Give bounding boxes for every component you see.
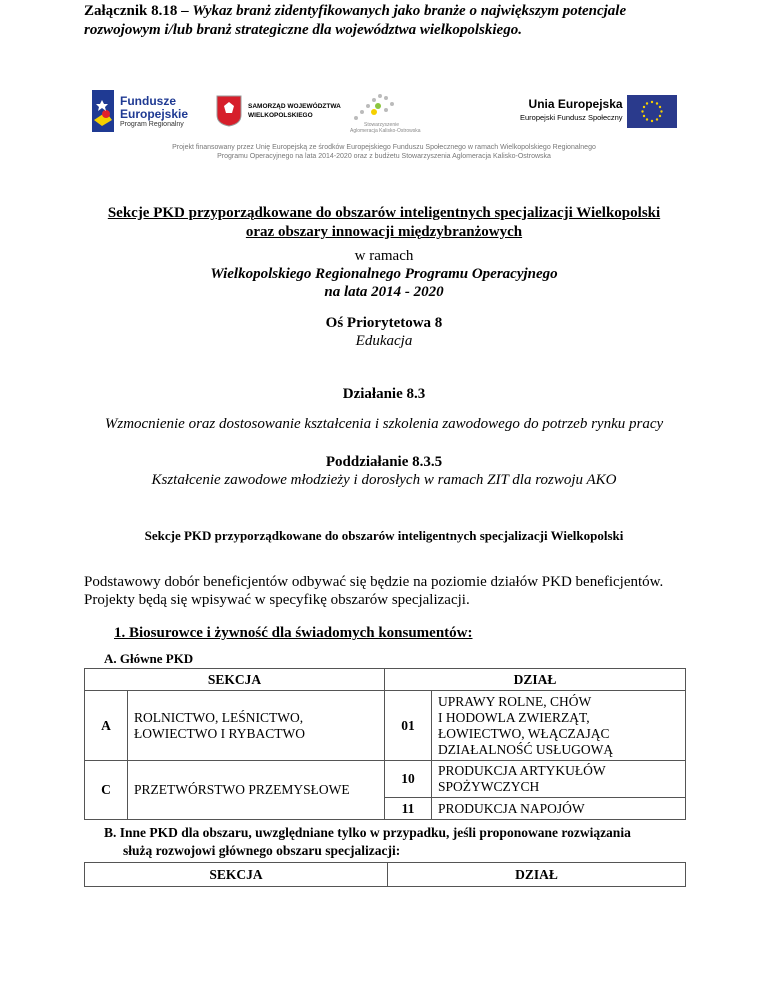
coat-of-arms-icon	[216, 95, 242, 127]
subsection-b-label-line2: służą rozwojowi głównego obszaru specjalizacji:	[123, 843, 401, 858]
logo-text: Unia Europejska	[528, 97, 623, 111]
column-header-sekcja: SEKCJA	[85, 863, 388, 887]
program-name: Wielkopolskiego Regionalnego Programu Operacyjnego	[210, 266, 558, 282]
ako-dots-icon	[350, 92, 400, 122]
column-header-sekcja: SEKCJA	[85, 669, 385, 691]
submeasure-label: Poddziałanie 8.3.5	[325, 454, 443, 470]
division-name: PRODUKCJA NAPOJÓW	[432, 798, 686, 820]
logo-fundusze-europejskie	[92, 90, 188, 132]
section-code: C	[85, 761, 128, 820]
section-heading: Sekcje PKD przyporządkowane do obszarów inteligentnych specjalizacji Wielkopolski	[144, 528, 624, 543]
funding-note: Projekt finansowany przez Unię Europejską ze środków Europejskiego Funduszu Społecznego w ramach Wielkopolskiego Regionalnego	[172, 144, 596, 151]
logo-ako	[350, 92, 421, 134]
intro-text: Podstawowy dobór beneficjentów odbywać się będzie na poziomie działów PKD beneficjentów.	[84, 574, 664, 590]
program-years: na lata 2014 - 2020	[324, 284, 444, 300]
table-row	[85, 761, 686, 798]
section-code: A	[85, 691, 128, 761]
logo-text: Program Regionalny	[120, 120, 184, 128]
division-name: PRODUKCJA ARTYKUŁÓW SPOŻYWCZYCH	[432, 761, 686, 798]
subsection-a-label: A. Główne PKD	[104, 651, 194, 666]
logo-text: Aglomeracja Kalisko-Ostrowska	[350, 128, 421, 134]
funding-note: Programu Operacyjnego na lata 2014-2020 oraz z budżetu Stowarzyszenia Aglomeracja Kalisko-Ostrowska	[217, 153, 551, 160]
measure-label: Działanie 8.3	[342, 386, 426, 402]
main-heading-line2: oraz obszary innowacji międzybranżowych	[245, 224, 523, 240]
logo-samorzad	[216, 95, 341, 127]
attachment-title-text: Wykaz branż zidentyfikowanych jako branże o największym potencjale	[192, 3, 627, 19]
division-code: 10	[385, 761, 432, 798]
main-pkd-table	[84, 668, 686, 820]
logo-text: Europejskie	[120, 106, 189, 121]
attachment-title	[84, 3, 626, 20]
logo-unia-europejska	[520, 97, 623, 122]
eu-flag-icon	[627, 95, 677, 128]
priority-axis-label: Oś Priorytetowa 8	[325, 315, 443, 331]
priority-axis-name: Edukacja	[355, 333, 413, 349]
table-row	[85, 691, 686, 761]
other-pkd-table	[84, 862, 686, 887]
fe-flag-icon	[92, 90, 114, 132]
logo-text: WIELKOPOLSKIEGO	[248, 112, 313, 119]
attachment-number: Załącznik 8.18 –	[84, 3, 193, 19]
logo-text: Stowarzyszenie	[364, 122, 400, 128]
logo-text: SAMORZĄD WOJEWÓDZTWA	[248, 103, 341, 110]
submeasure-name: Kształcenie zawodowe młodzieży i dorosłych w ramach ZIT dla rozwoju AKO	[151, 472, 617, 488]
division-code: 11	[385, 798, 432, 820]
attachment-title-line2: rozwojowym i/lub branż strategiczne dla województwa wielkopolskiego.	[84, 22, 522, 38]
section-name: PRZETWÓRSTWO PRZEMYSŁOWE	[128, 761, 385, 820]
column-header-dzial: DZIAŁ	[385, 669, 686, 691]
intro-text-line2: Projekty będą się wpisywać w specyfikę obszarów specjalizacji.	[84, 592, 470, 608]
main-heading: Sekcje PKD przyporządkowane do obszarów inteligentnych specjalizacji Wielkopolski	[107, 205, 661, 221]
column-header-dzial: DZIAŁ	[388, 863, 686, 887]
subsection-b-label: B. Inne PKD dla obszaru, uwzględniane tylko w przypadku, jeśli proponowane rozwiązania	[104, 825, 631, 840]
logo-text: Fundusze	[120, 93, 176, 108]
area-heading: 1. Biosurowce i żywność dla świadomych konsumentów:	[114, 625, 473, 641]
division-code: 01	[385, 691, 432, 761]
section-name: ROLNICTWO, LEŚNICTWO, ŁOWIECTWO I RYBACTWO	[128, 691, 385, 761]
division-name: UPRAWY ROLNE, CHÓW I HODOWLA ZWIERZĄT, ŁOWIECTWO, WŁĄCZAJĄC DZIAŁALNOŚĆ USŁUGOWĄ	[432, 691, 686, 761]
measure-name: Wzmocnienie oraz dostosowanie kształcenia i szkolenia zawodowego do potrzeb rynku pracy	[104, 416, 664, 432]
logo-text: Europejski Fundusz Społeczny	[520, 113, 623, 122]
w-ramach-text: w ramach	[354, 248, 414, 264]
